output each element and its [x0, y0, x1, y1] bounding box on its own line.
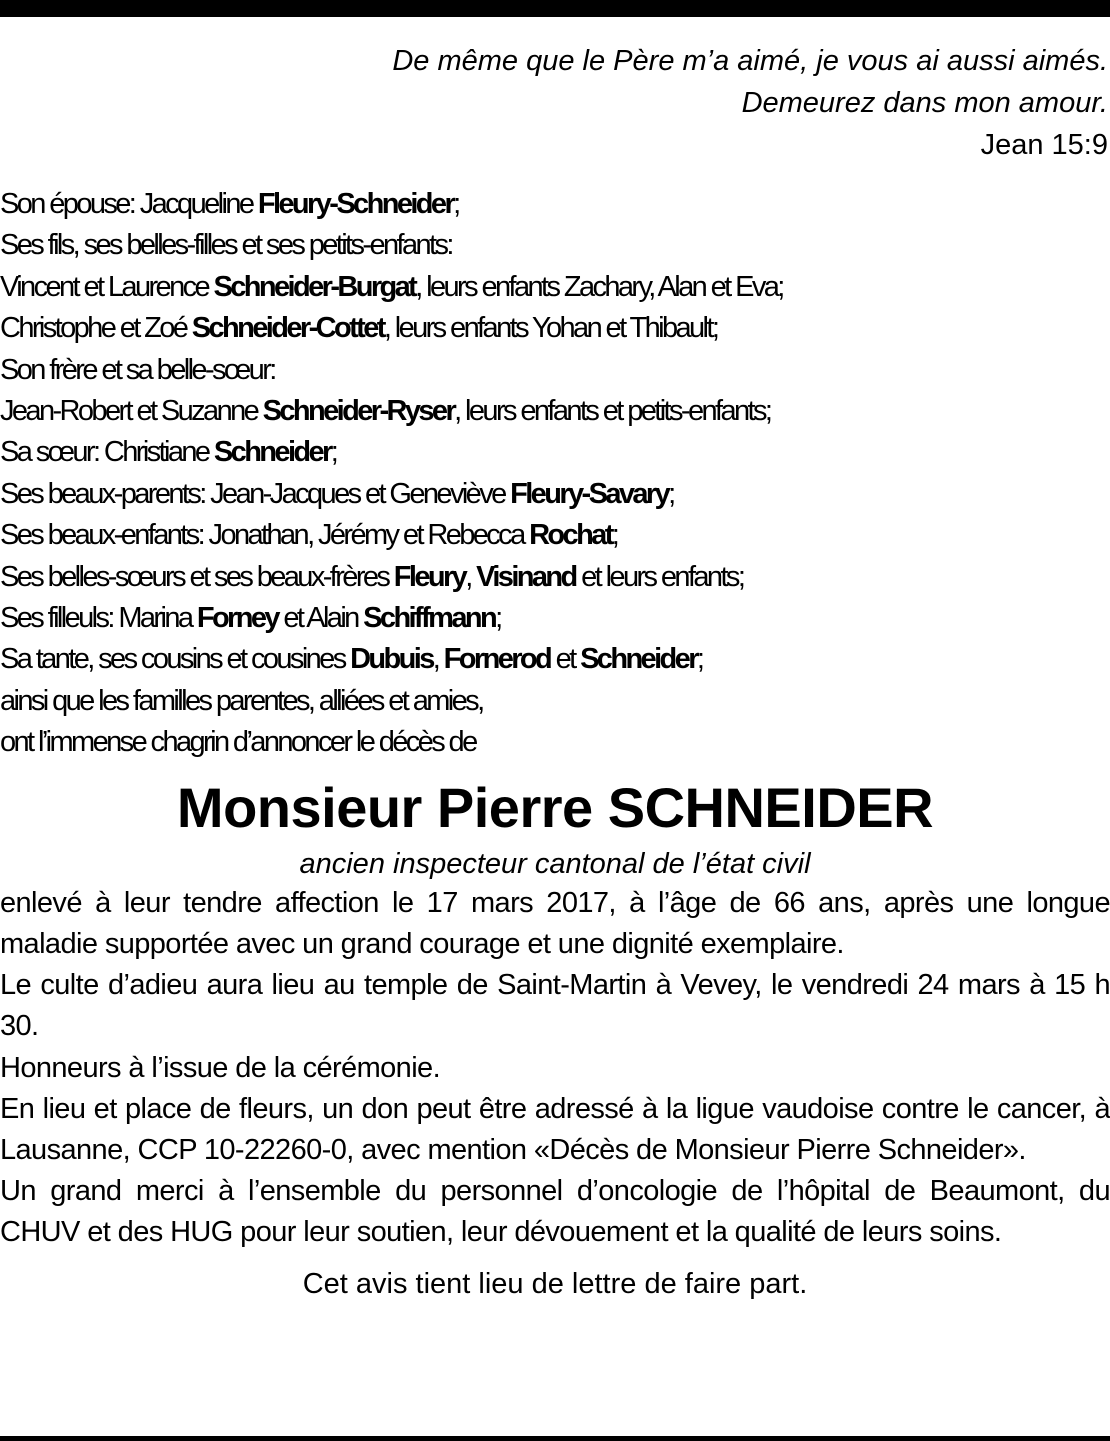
text: Sa sœur: Christiane: [0, 436, 214, 469]
text: Ses filleuls: Marina: [0, 602, 197, 635]
text: Sa tante, ses cousins et cousines: [0, 643, 351, 676]
family-name: Dubuis: [350, 643, 433, 676]
top-rule: [0, 0, 1110, 17]
text: Vincent et Laurence: [0, 270, 214, 303]
bible-verse: [0, 40, 1110, 166]
text: Ses belles-sœurs et ses beaux-frères: [0, 560, 394, 593]
family-line-aunt-cousins: [0, 639, 1110, 680]
family-line-relatives: ainsi que les familles parentes, alliées et amies,: [0, 684, 483, 717]
closing-line: Cet avis tient lieu de lettre de faire part.: [302, 1267, 808, 1300]
family-line-announcement: ont l’immense chagrin d’annoncer le décès de: [0, 726, 476, 759]
body-paragraph-donation: En lieu et place de fleurs, un don peut être adressé à la ligue vaudoise contre le cancer, à Lausanne, CCP 10-22260-0, avec mention «Décès de Monsieur Pierre Schneider».: [0, 1092, 1110, 1166]
text: ;: [495, 602, 501, 635]
verse-line-2: Demeurez dans mon amour.: [741, 87, 1108, 119]
family-list: [0, 184, 1110, 764]
text: et leurs enfants;: [575, 560, 744, 593]
text: , leurs enfants et petits-enfants;: [454, 395, 771, 428]
family-name: Fornerod: [443, 643, 551, 676]
text: , leurs enfants Yohan et Thibault;: [383, 312, 718, 345]
family-line-parents-in-law: [0, 474, 1110, 515]
text: Ses beaux-parents: Jean-Jacques et Geneviève: [0, 477, 511, 510]
text: et Alain: [277, 602, 364, 635]
text: et: [550, 643, 581, 676]
family-name: Fleury: [393, 560, 466, 593]
verse-reference: Jean 15:9: [980, 129, 1108, 161]
family-name: Visinand: [476, 560, 576, 593]
family-line-sons-header: Ses fils, ses belles-filles et ses petits-enfants:: [0, 229, 452, 262]
text: ,: [465, 560, 477, 593]
text: ;: [668, 477, 674, 510]
obituary-notice: [0, 40, 1110, 1305]
family-line-jean-robert: [0, 391, 1110, 432]
bottom-rule: [0, 1436, 1110, 1441]
body-paragraph-thanks: Un grand merci à l’ensemble du personnel d’oncologie de l’hôpital de Beaumont, du CHUV et des HUG pour leur soutien, leur dévouement et la qualité de leurs soins.: [0, 1175, 1110, 1249]
family-line-siblings-in-law: [0, 557, 1110, 598]
family-name: Schneider-Cottet: [191, 312, 384, 345]
family-name: Schneider: [580, 643, 697, 676]
text: ;: [453, 188, 459, 220]
text: Christophe et Zoé: [0, 312, 192, 345]
text: ;: [611, 519, 618, 552]
family-name: Fleury-Schneider: [257, 188, 454, 220]
family-name: Schneider-Burgat: [213, 270, 416, 303]
family-name: Fleury-Savary: [510, 477, 669, 510]
body-paragraph-honours: Honneurs à l’issue de la cérémonie.: [0, 1051, 441, 1084]
notice-body: [0, 883, 1110, 1254]
body-paragraph-death: enlevé à leur tendre affection le 17 mars 2017, à l’âge de 66 ans, après une longue maladie supportée avec un grand courage et une dignité exemplaire.: [0, 886, 1110, 960]
text: Ses beaux-enfants: Jonathan, Jérémy et Rebecca: [0, 519, 530, 552]
family-name: Schneider: [213, 436, 331, 469]
text: , leurs enfants Zachary, Alan et Eva;: [415, 270, 783, 303]
text: ;: [696, 643, 703, 676]
verse-line-1: De même que le Père m’a aimé, je vous ai aussi aimés.: [392, 45, 1108, 77]
text: ,: [432, 643, 444, 676]
family-name: Schneider-Ryser: [262, 395, 455, 428]
body-paragraph-service: Le culte d’adieu aura lieu au temple de Saint-Martin à Vevey, le vendredi 24 mars à 15 h 30.: [0, 969, 1110, 1043]
family-line-vincent: [0, 267, 1110, 308]
deceased-title: ancien inspecteur cantonal de l’état civil: [299, 847, 811, 880]
family-line-godchildren: [0, 598, 1110, 639]
family-line-brother-header: Son frère et sa belle-sœur:: [0, 353, 275, 386]
family-line-sister: [0, 432, 1110, 473]
family-name: Forney: [196, 602, 278, 635]
text: Son épouse: Jacqueline: [0, 188, 258, 220]
deceased-name: Monsieur Pierre SCHNEIDER: [176, 775, 934, 839]
family-line-stepchildren: [0, 515, 1110, 556]
family-name: Schiffmann: [363, 602, 496, 635]
family-line-christophe: [0, 308, 1110, 349]
family-name: Rochat: [529, 519, 612, 552]
family-line-spouse: [0, 184, 1110, 225]
text: ;: [330, 436, 337, 469]
text: Jean-Robert et Suzanne: [0, 395, 263, 428]
